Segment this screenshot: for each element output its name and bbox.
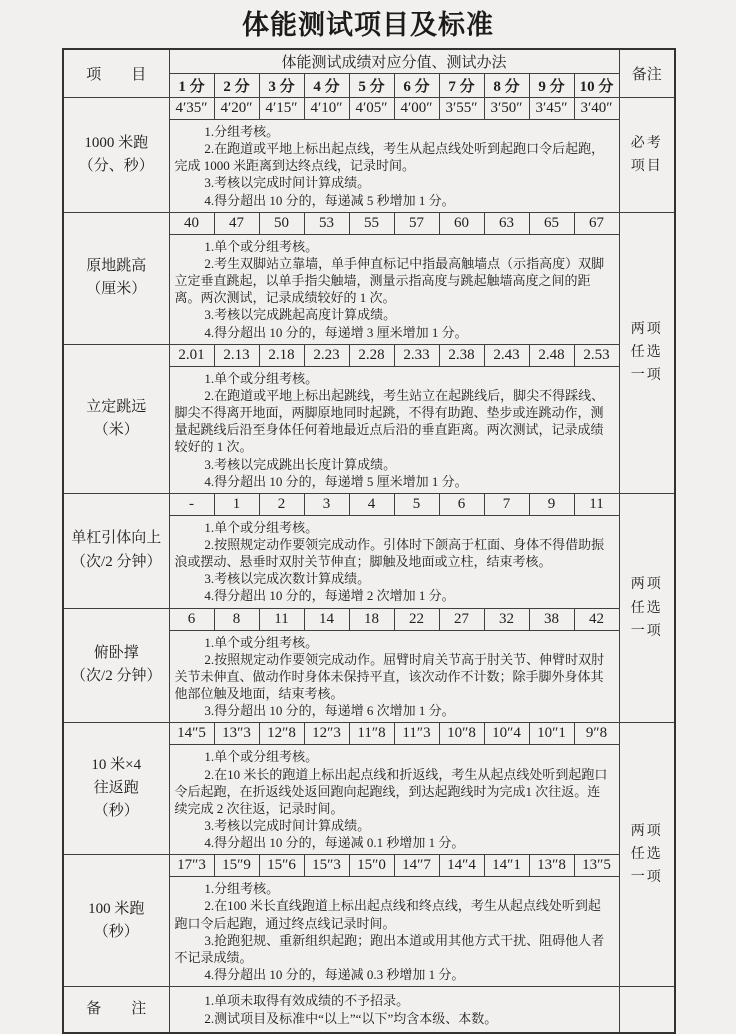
score-value-cell: 2 分 [214,74,259,98]
score-value-cell: 6 分 [394,74,439,98]
score-value-cell: 4′20″ [214,98,259,120]
score-value-cell: 9 分 [529,74,574,98]
score-value-cell: 9 [529,493,574,515]
methods-cell [169,366,619,493]
score-value-cell: 40 [169,212,214,234]
method-step: 1.单个或分组考核。 [204,634,319,650]
method-step: 2.在100 米长直线跑道上标出起点线和终点线，考生从起点线处听到起跑口令后起跑，通过终点线记录时间。 [174,898,601,931]
score-value-cell: 17″3 [169,855,214,877]
method-step: 3.得分超出 10 分的，每递增 6 次增加 1 分。 [204,703,455,719]
method-step: 3.考核以完成跳出长度计算成绩。 [204,456,397,472]
score-value-cell: 11 [574,493,619,515]
score-value-cell: 2.18 [259,344,304,366]
score-value-cell: 9″8 [574,723,619,745]
score-value-cell: 4′15″ [259,98,304,120]
method-step: 3.考核以完成时间计算成绩。 [204,175,371,191]
score-value-cell: 38 [529,608,574,630]
footer-note: 1.单项未取得有效成绩的不予招录。 [204,993,410,1009]
score-value-cell: 4 [349,493,394,515]
method-step: 1.单个或分组考核。 [204,749,319,765]
score-value-cell: 14″5 [169,723,214,745]
score-value-cell: 63 [484,212,529,234]
score-value-cell: 2.28 [349,344,394,366]
footer-label: 备 注 [63,987,169,1033]
score-value-cell: 2 [259,493,304,515]
score-value-cell: 13″8 [529,855,574,877]
method-step: 2.按照规定动作要领完成动作。引体时下颌高于杠面、身体不得借助振浪或摆动、悬垂时双肘关节伸直；脚触及地面或立柱，结束考核。 [174,536,605,570]
score-value-cell: - [169,493,214,515]
score-value-cell: 10 分 [574,74,619,98]
score-value-cell: 4′00″ [394,98,439,120]
remark-cell: 两项 任选 一项 [619,493,675,723]
score-value-cell: 2.43 [484,344,529,366]
score-value-cell: 2.33 [394,344,439,366]
score-value-cell: 15″6 [259,855,304,877]
score-value-cell: 11 [259,608,304,630]
score-value-cell: 13″5 [574,855,619,877]
item-name-shuttle-run: 10 米×4 往返跑 （秒） [63,723,169,855]
method-step: 2.在跑道或平地上标出起跳线，考生站立在起跳线后，脚尖不得踩线、脚尖不得离开地面，两脚原地同时起跳，不得有助跑、垫步或连跳动作，测量起跳线后沿至身体任何着地最近点后沿的垂直距离。两次测试，记录成绩较好的 1 次。 [174,387,605,455]
remark-cell: 必考 项目 [619,98,675,213]
header-remark-column: 备注 [619,49,675,98]
score-value-cell: 57 [394,212,439,234]
method-step: 2.考生双脚站立靠墙，单手伸直标记中指最高触墙点（示指高度）双脚立定垂直跳起，以单手指尖触墙，测量示指高度与跳起触墙高度之间的距离。两次测试，记录成绩较好的 1 次。 [174,255,605,306]
method-step: 4.得分超出 10 分的，每递增 3 厘米增加 1 分。 [204,324,468,340]
score-value-cell: 55 [349,212,394,234]
score-value-cell: 2.38 [439,344,484,366]
method-step: 3.考核以完成时间计算成绩。 [204,818,371,833]
score-value-cell: 5 [394,493,439,515]
score-value-cell: 11″8 [349,723,394,745]
methods-cell [169,120,619,213]
score-value-cell: 3′50″ [484,98,529,120]
score-value-cell: 18 [349,608,394,630]
score-value-cell: 3′40″ [574,98,619,120]
method-step: 1.分组考核。 [204,124,280,139]
header-row-group [63,49,675,74]
score-value-cell: 8 分 [484,74,529,98]
method-step: 4.得分超出 10 分的，每递减 0.1 秒增加 1 分。 [204,835,465,851]
header-score-group: 体能测试成绩对应分值、测试办法 [169,49,619,74]
score-value-cell: 3′45″ [529,98,574,120]
method-step: 4.得分超出 10 分的，每递增 5 厘米增加 1 分。 [204,473,468,489]
methods-cell [169,234,619,344]
method-step: 2.在跑道或平地上标出起点线，考生从起点线处听到起跑口令后起跑，完成 1000 米距离到达终点线，记录时间。 [174,141,605,174]
method-step: 1.单个或分组考核。 [204,238,319,254]
score-value-cell: 42 [574,608,619,630]
footer-note: 2.测试项目及标准中“以上”“以下”均含本级、本数。 [204,1010,498,1026]
method-step: 4.得分超出 10 分的，每递减 0.3 秒增加 1 分。 [204,967,465,983]
method-step: 1.单个或分组考核。 [204,519,319,535]
method-step: 4.得分超出 10 分的，每递减 5 秒增加 1 分。 [204,192,455,208]
score-value-cell: 27 [439,608,484,630]
score-value-cell: 47 [214,212,259,234]
item-name-high-jump: 原地跳高 （厘米） [63,212,169,344]
score-value-cell: 4′10″ [304,98,349,120]
values-row-high-jump [63,212,675,234]
item-name-1000m: 1000 米跑 （分、秒） [63,98,169,213]
score-value-cell: 67 [574,212,619,234]
item-name-100m: 100 米跑 （秒） [63,855,169,987]
values-row-push-up [63,608,675,630]
score-value-cell: 7 分 [439,74,484,98]
score-value-cell: 12″8 [259,723,304,745]
values-row-shuttle-run [63,723,675,745]
score-value-cell: 10″8 [439,723,484,745]
method-step: 2.按照规定动作要领完成动作。屈臂时肩关节高于肘关节、伸臂时双肘关节未伸直、做动作时身体未保持平直，该次动作不计数；除手脚外身体其他部位触及地面，结束考核。 [174,651,605,702]
method-step: 1.单个或分组考核。 [204,370,319,386]
method-step: 2.在10 米长的跑道上标出起点线和折返线，考生从起点线处听到起跑口令后起跑，在折返线处返回跑向起跑线，到达起跑线时为完成1 次往返。连续完成 2 次往返，记录时间。 [174,766,608,816]
score-value-cell: 4′35″ [169,98,214,120]
score-value-cell: 2.13 [214,344,259,366]
values-row-100m [63,855,675,877]
item-name-pull-up: 单杠引体向上 （次/2 分钟） [63,493,169,608]
values-row-pull-up [63,493,675,515]
score-value-cell: 5 分 [349,74,394,98]
score-value-cell: 65 [529,212,574,234]
score-value-cell: 3 [304,493,349,515]
score-value-cell: 14 [304,608,349,630]
score-value-cell: 15″3 [304,855,349,877]
item-name-push-up: 俯卧撑 （次/2 分钟） [63,608,169,723]
methods-cell [169,745,619,855]
method-step: 1.分组考核。 [204,881,280,897]
score-value-cell: 2.23 [304,344,349,366]
method-step: 3.考核以完成跳起高度计算成绩。 [204,307,397,323]
score-value-cell: 2.48 [529,344,574,366]
score-value-cell: 12″3 [304,723,349,745]
score-value-cell: 4 分 [304,74,349,98]
score-value-cell: 6 [169,608,214,630]
score-value-cell: 14″1 [484,855,529,877]
methods-cell [169,630,619,723]
remark-cell: 两项 任选 一项 [619,212,675,493]
score-value-cell: 53 [304,212,349,234]
item-name-long-jump: 立定跳远 （米） [63,344,169,493]
remark-cell: 两项 任选 一项 [619,723,675,987]
method-step: 3.抢跑犯规、重新组织起跑；跑出本道或用其他方式干扰、阻碍他人者不记录成绩。 [174,932,605,965]
score-value-cell: 15″0 [349,855,394,877]
score-value-cell: 15″9 [214,855,259,877]
score-value-cell: 10″1 [529,723,574,745]
score-value-cell: 14″4 [439,855,484,877]
values-row-long-jump [63,344,675,366]
footer-notes-cell [169,987,619,1033]
footer-row [63,987,675,1033]
score-value-cell: 8 [214,608,259,630]
score-value-cell: 32 [484,608,529,630]
score-value-cell: 4′05″ [349,98,394,120]
score-value-cell: 13″3 [214,723,259,745]
score-value-cell: 1 分 [169,74,214,98]
score-value-cell: 10″4 [484,723,529,745]
page-title: 体能测试项目及标准 [242,10,494,40]
methods-cell [169,515,619,608]
score-value-cell: 3′55″ [439,98,484,120]
score-value-cell: 2.01 [169,344,214,366]
header-item-column: 项 目 [63,49,169,98]
values-row-1000m [63,98,675,120]
score-value-cell: 14″7 [394,855,439,877]
methods-cell [169,877,619,987]
score-value-cell: 22 [394,608,439,630]
score-value-cell: 60 [439,212,484,234]
score-value-cell: 1 [214,493,259,515]
score-value-cell: 50 [259,212,304,234]
score-value-cell: 2.53 [574,344,619,366]
method-step: 4.得分超出 10 分的，每递增 2 次增加 1 分。 [204,588,455,604]
footer-remark-empty-cell [619,987,675,1033]
score-value-cell: 3 分 [259,74,304,98]
fitness-standards-table [62,48,676,1034]
score-value-cell: 7 [484,493,529,515]
score-value-cell: 11″3 [394,723,439,745]
score-value-cell: 6 [439,493,484,515]
method-step: 3.考核以完成次数计算成绩。 [204,571,371,587]
